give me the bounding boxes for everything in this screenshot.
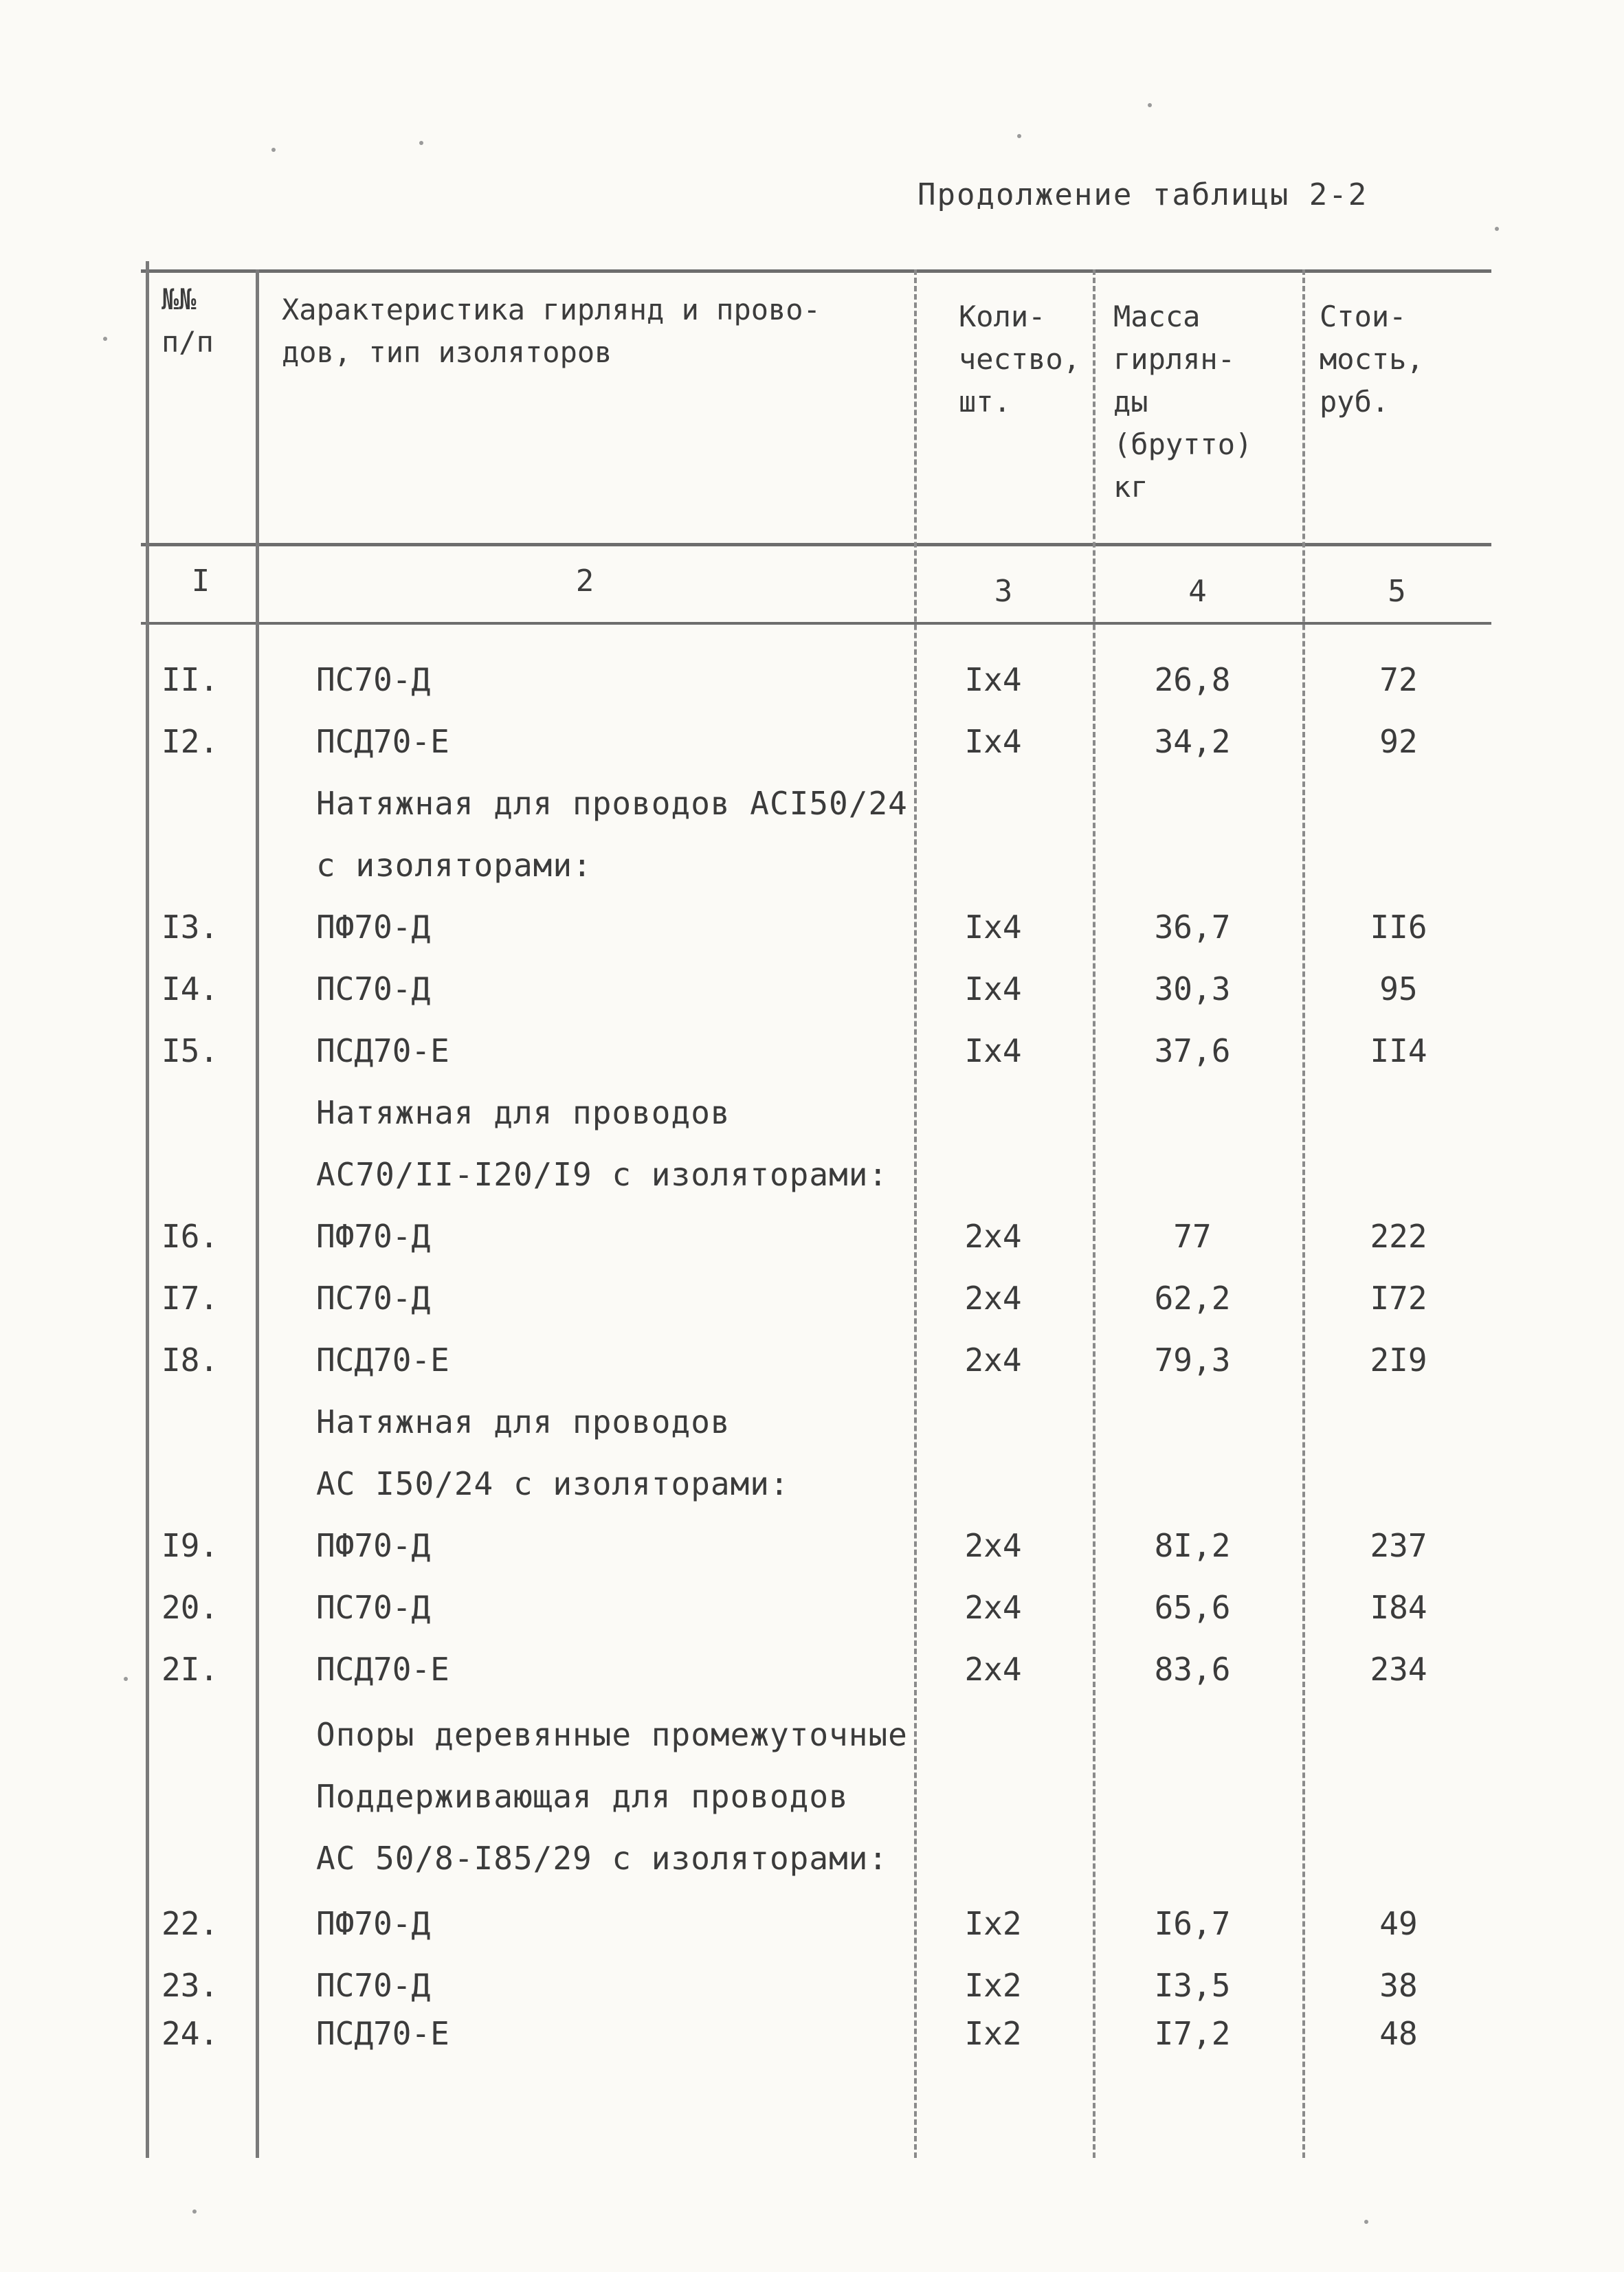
row-description: ПСД70-Е	[316, 1341, 449, 1379]
row-mass: 8I,2	[1154, 1527, 1231, 1564]
section-text: Натяжная для проводов	[316, 1094, 731, 1131]
section-text: АС 50/8-I85/29 с изоляторами:	[316, 1840, 889, 1877]
header-bottom-border	[141, 543, 1491, 546]
row-quantity: Iх4	[964, 909, 1022, 946]
row-mass: 36,7	[1154, 909, 1231, 946]
row-description: ПС70-Д	[316, 661, 431, 698]
row-description: ПСД70-Е	[316, 1651, 449, 1688]
row-description: ПС70-Д	[316, 970, 431, 1007]
row-quantity: Iх4	[964, 1032, 1022, 1069]
row-description: ПФ70-Д	[316, 1527, 431, 1564]
row-mass: 77	[1173, 1218, 1212, 1255]
row-number: I2.	[162, 723, 219, 760]
header-quantity: Коли- чество, шт.	[959, 300, 1081, 419]
table-row	[0, 1330, 1624, 1390]
section-heading	[0, 1828, 1624, 1889]
row-quantity: 2х4	[964, 1280, 1022, 1317]
section-heading	[0, 1704, 1624, 1765]
row-number: 23.	[162, 1967, 219, 2004]
row-cost: II6	[1370, 909, 1427, 946]
scan-speck	[419, 141, 423, 145]
row-mass: 62,2	[1154, 1280, 1231, 1317]
table-row	[0, 1893, 1624, 1954]
row-cost: 38	[1379, 1967, 1418, 2004]
section-text: Натяжная для проводов АСI50/24	[316, 785, 908, 822]
row-cost: I84	[1370, 1589, 1427, 1626]
row-description: ПС70-Д	[316, 1280, 431, 1317]
row-number: I7.	[162, 1280, 219, 1317]
row-number: I6.	[162, 1218, 219, 1255]
row-quantity: Iх2	[964, 1905, 1022, 1942]
section-text: с изоляторами:	[316, 847, 592, 884]
scan-speck	[103, 337, 107, 341]
row-quantity: 2х4	[964, 1341, 1022, 1379]
scan-speck	[1364, 2220, 1368, 2224]
column-number-2: 2	[575, 564, 594, 599]
row-number: 24.	[162, 2015, 219, 2052]
section-heading	[0, 1766, 1624, 1827]
row-number: I8.	[162, 1341, 219, 1379]
row-number: I4.	[162, 970, 219, 1007]
row-quantity: Iх4	[964, 661, 1022, 698]
row-description: ПСД70-Е	[316, 723, 449, 760]
row-mass: 37,6	[1154, 1032, 1231, 1069]
row-cost: 92	[1379, 723, 1418, 760]
row-cost: I72	[1370, 1280, 1427, 1317]
row-quantity: 2х4	[964, 1527, 1022, 1564]
row-mass: 65,6	[1154, 1589, 1231, 1626]
table-row	[0, 1206, 1624, 1267]
row-cost: 48	[1379, 2015, 1418, 2052]
row-quantity: Iх2	[964, 1967, 1022, 2004]
section-text: АС I50/24 с изоляторами:	[316, 1465, 790, 1502]
row-description: ПФ70-Д	[316, 909, 431, 946]
header-number: №№ п/п	[162, 282, 214, 359]
table-row	[0, 897, 1624, 957]
header-mass: Масса гирлян- ды (брутто) кг	[1113, 300, 1253, 504]
section-heading	[0, 1144, 1624, 1205]
row-quantity: Iх4	[964, 970, 1022, 1007]
scan-speck	[1148, 103, 1152, 107]
row-mass: I3,5	[1154, 1967, 1231, 2004]
table-row	[0, 1515, 1624, 1576]
header-characteristic: Характеристика гирлянд и прово- дов, тип изоляторов	[282, 293, 821, 369]
section-heading	[0, 835, 1624, 895]
scan-speck	[1017, 134, 1021, 138]
column-number-5: 5	[1388, 574, 1406, 609]
row-mass: 34,2	[1154, 723, 1231, 760]
section-text: АС70/II-I20/I9 с изоляторами:	[316, 1156, 889, 1193]
row-number: I5.	[162, 1032, 219, 1069]
scan-speck	[271, 148, 276, 152]
section-heading	[0, 1392, 1624, 1452]
row-quantity: Iх4	[964, 723, 1022, 760]
row-quantity: Iх2	[964, 2015, 1022, 2052]
row-number: 20.	[162, 1589, 219, 1626]
header-cost: Стои- мость, руб.	[1320, 300, 1424, 419]
column-number-3: 3	[994, 574, 1013, 609]
row-description: ПФ70-Д	[316, 1905, 431, 1942]
row-number: 22.	[162, 1905, 219, 1942]
row-mass: 83,6	[1154, 1651, 1231, 1688]
row-description: ПФ70-Д	[316, 1218, 431, 1255]
row-number: 2I.	[162, 1651, 219, 1688]
row-mass: 79,3	[1154, 1341, 1231, 1379]
row-cost: 49	[1379, 1905, 1418, 1942]
table-row	[0, 2003, 1624, 2064]
row-description: ПС70-Д	[316, 1589, 431, 1626]
table-row	[0, 711, 1624, 772]
section-text: Поддерживающая для проводов	[316, 1778, 849, 1815]
row-cost: 2I9	[1370, 1341, 1427, 1379]
table-row	[0, 1639, 1624, 1700]
table-row	[0, 1268, 1624, 1328]
section-heading	[0, 1082, 1624, 1143]
row-number: I3.	[162, 909, 219, 946]
table-row	[0, 1577, 1624, 1638]
scan-speck	[124, 1677, 128, 1681]
section-text: Опоры деревянные промежуточные	[316, 1716, 908, 1753]
scan-speck	[192, 2209, 197, 2214]
row-mass: I7,2	[1154, 2015, 1231, 2052]
row-mass: 26,8	[1154, 661, 1231, 698]
row-cost: 72	[1379, 661, 1418, 698]
row-number: I9.	[162, 1527, 219, 1564]
row-cost: 237	[1370, 1527, 1427, 1564]
row-quantity: 2х4	[964, 1651, 1022, 1688]
row-number: II.	[162, 661, 219, 698]
row-cost: II4	[1370, 1032, 1427, 1069]
row-mass: 30,3	[1154, 970, 1231, 1007]
table-row	[0, 1021, 1624, 1081]
row-description: ПСД70-Е	[316, 1032, 449, 1069]
row-quantity: 2х4	[964, 1218, 1022, 1255]
row-description: ПС70-Д	[316, 1967, 431, 2004]
section-heading	[0, 773, 1624, 834]
column-number-border	[141, 622, 1491, 625]
row-cost: 234	[1370, 1651, 1427, 1688]
table-caption: Продолжение таблицы 2-2	[917, 177, 1368, 212]
row-mass: I6,7	[1154, 1905, 1231, 1942]
table-row	[0, 959, 1624, 1019]
row-cost: 222	[1370, 1218, 1427, 1255]
section-heading	[0, 1454, 1624, 1514]
table-top-border	[141, 269, 1491, 273]
table-row	[0, 649, 1624, 710]
column-number-4: 4	[1188, 574, 1207, 609]
row-quantity: 2х4	[964, 1589, 1022, 1626]
row-cost: 95	[1379, 970, 1418, 1007]
column-number-1: I	[191, 564, 210, 599]
row-description: ПСД70-Е	[316, 2015, 449, 2052]
section-text: Натяжная для проводов	[316, 1403, 731, 1440]
scan-speck	[1495, 227, 1499, 231]
